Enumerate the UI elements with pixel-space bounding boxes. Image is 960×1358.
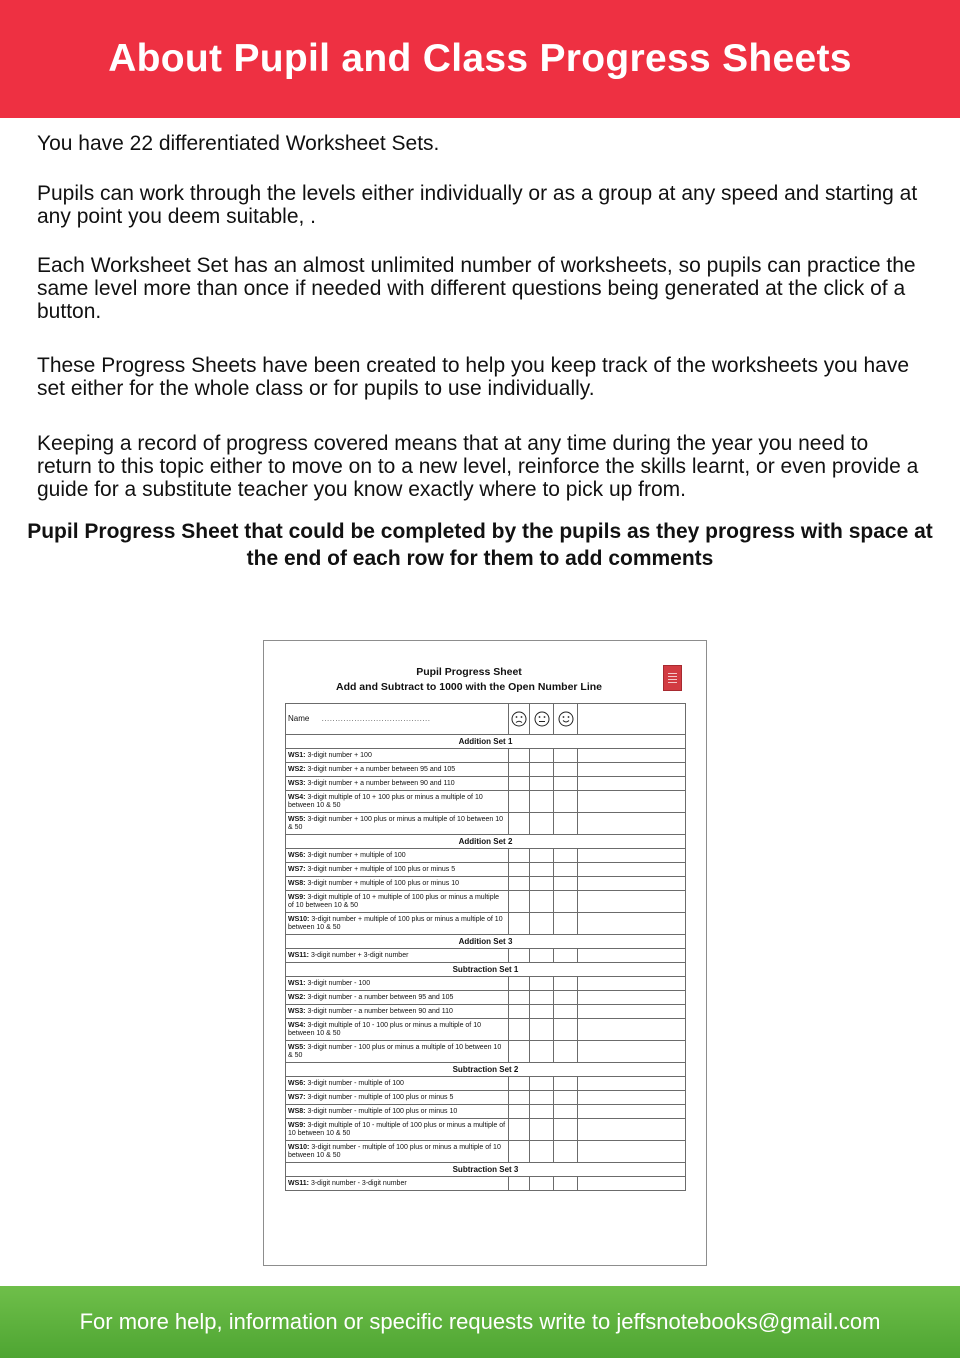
rating-cell-neutral	[530, 1019, 554, 1041]
name-row	[286, 704, 686, 735]
worksheet-description	[286, 1119, 509, 1141]
worksheet-description	[286, 913, 509, 935]
rating-cell-happy	[554, 1119, 578, 1141]
rating-cell-neutral	[530, 749, 554, 763]
worksheet-code: WS4:	[288, 1022, 306, 1029]
worksheet-description	[286, 749, 509, 763]
worksheet-code: WS10:	[288, 916, 310, 923]
worksheet-text: 3-digit number - a number between 90 and 110	[305, 1007, 453, 1015]
worksheet-code: WS3:	[288, 779, 306, 787]
worksheet-text: 3-digit number + multiple of 100	[305, 851, 406, 859]
intro-paragraph-2: Pupils can work through the levels either individually or as a group at any speed and starting at any point you deem suitable, .	[37, 182, 918, 228]
rating-cell-sad	[509, 991, 530, 1005]
worksheet-text: 3-digit multiple of 10 - 100 plus or minus a multiple of 10 between 10 & 50	[288, 1022, 481, 1037]
worksheet-row	[286, 813, 686, 835]
worksheet-code: WS2:	[288, 765, 306, 773]
comment-header-cell	[578, 704, 686, 735]
comment-cell	[578, 777, 686, 791]
worksheet-code: WS10:	[288, 1144, 310, 1151]
rating-cell-sad	[509, 891, 530, 913]
worksheet-description	[286, 1091, 509, 1105]
rating-cell-neutral	[530, 791, 554, 813]
name-cell	[286, 704, 509, 735]
page-header	[0, 0, 960, 118]
sheet-title: Pupil Progress Sheet	[416, 666, 522, 678]
sheet-subtitle: Add and Subtract to 1000 with the Open Number Line	[335, 681, 603, 693]
worksheet-description	[286, 849, 509, 863]
rating-cell-happy	[554, 813, 578, 835]
rating-cell-sad	[509, 1005, 530, 1019]
rating-cell-sad	[509, 1177, 530, 1191]
rating-cell-happy	[554, 1091, 578, 1105]
section-subtitle: Pupil Progress Sheet that could be completed by the pupils as they progress with space at the end of each row for them to add comments	[27, 520, 933, 570]
worksheet-description	[286, 1019, 509, 1041]
worksheet-code: WS7:	[288, 1093, 306, 1101]
rating-cell-neutral	[530, 991, 554, 1005]
worksheet-text: 3-digit number - 100 plus or minus a multiple of 10 between 10 & 50	[288, 1044, 502, 1059]
rating-cell-sad	[509, 863, 530, 877]
rating-cell-happy	[554, 1019, 578, 1041]
comment-cell	[578, 977, 686, 991]
section-header: Addition Set 3	[286, 935, 686, 949]
worksheet-code: WS5:	[288, 816, 306, 823]
rating-cell-sad	[509, 949, 530, 963]
worksheet-text: 3-digit number - multiple of 100	[305, 1079, 404, 1087]
worksheet-code: WS9:	[288, 894, 306, 901]
worksheet-text: 3-digit multiple of 10 - multiple of 100 plus or minus a multiple of 10 between 10 & 50	[288, 1122, 506, 1137]
section-header-row	[286, 963, 686, 977]
section-header-row	[286, 835, 686, 849]
worksheet-code: WS2:	[288, 993, 306, 1001]
worksheet-text: 3-digit number - 100	[305, 979, 371, 987]
worksheet-description	[286, 1141, 509, 1163]
comment-cell	[578, 1119, 686, 1141]
worksheet-row	[286, 749, 686, 763]
comment-cell	[578, 763, 686, 777]
worksheet-code: WS3:	[288, 1007, 306, 1015]
comment-cell	[578, 991, 686, 1005]
rating-cell-neutral	[530, 891, 554, 913]
rating-cell-happy	[554, 991, 578, 1005]
worksheet-description	[286, 813, 509, 835]
intro-paragraph-3: Each Worksheet Set has an almost unlimited number of worksheets, so pupils can practice the same level more than once if needed with different questions being generated at the click of a button.	[37, 254, 916, 323]
worksheet-row	[286, 1077, 686, 1091]
face-cell-happy	[554, 704, 578, 735]
rating-cell-neutral	[530, 1105, 554, 1119]
rating-cell-happy	[554, 877, 578, 891]
progress-table	[285, 703, 686, 1191]
rating-cell-sad	[509, 777, 530, 791]
comment-cell	[578, 863, 686, 877]
rating-cell-sad	[509, 877, 530, 891]
rating-cell-neutral	[530, 949, 554, 963]
comment-cell	[578, 1077, 686, 1091]
worksheet-text: 3-digit multiple of 10 + multiple of 100 plus or minus a multiple of 10 between 10 & 50	[288, 894, 500, 909]
worksheet-code: WS6:	[288, 851, 306, 859]
worksheet-row	[286, 877, 686, 891]
rating-cell-happy	[554, 777, 578, 791]
comment-cell	[578, 913, 686, 935]
happy-face-icon	[558, 711, 574, 727]
comment-cell	[578, 849, 686, 863]
page-footer	[0, 1286, 960, 1358]
rating-cell-neutral	[530, 763, 554, 777]
sheet-heading	[264, 665, 674, 695]
rating-cell-happy	[554, 891, 578, 913]
intro-paragraph-5: Keeping a record of progress covered means that at any time during the year you need to return to this topic either to move on to a new level, reinforce the skills learnt, or even provide a guide for a substitute teacher you know exactly where to pick up from.	[37, 432, 919, 501]
sad-face-icon	[511, 711, 527, 727]
comment-cell	[578, 813, 686, 835]
worksheet-text: 3-digit number + 100 plus or minus a multiple of 10 between 10 & 50	[288, 816, 503, 831]
worksheet-row	[286, 777, 686, 791]
worksheet-row	[286, 1005, 686, 1019]
worksheet-row	[286, 1019, 686, 1041]
comment-cell	[578, 1177, 686, 1191]
rating-cell-neutral	[530, 1005, 554, 1019]
comment-cell	[578, 749, 686, 763]
section-header-row	[286, 735, 686, 749]
rating-cell-neutral	[530, 913, 554, 935]
worksheet-text: 3-digit number - multiple of 100 plus or minus 5	[305, 1093, 454, 1101]
rating-cell-sad	[509, 1119, 530, 1141]
rating-cell-neutral	[530, 1041, 554, 1063]
worksheet-row	[286, 1041, 686, 1063]
rating-cell-happy	[554, 949, 578, 963]
worksheet-code: WS9:	[288, 1122, 306, 1129]
comment-cell	[578, 791, 686, 813]
worksheet-row	[286, 863, 686, 877]
intro-paragraph-1: You have 22 differentiated Worksheet Sets.	[37, 132, 440, 155]
rating-cell-neutral	[530, 1091, 554, 1105]
progress-sheet-preview	[263, 640, 707, 1266]
worksheet-text: 3-digit number - a number between 95 and 105	[305, 993, 454, 1001]
rating-cell-sad	[509, 1019, 530, 1041]
worksheet-code: WS7:	[288, 865, 306, 873]
worksheet-description	[286, 1005, 509, 1019]
rating-cell-sad	[509, 1077, 530, 1091]
worksheet-row	[286, 1091, 686, 1105]
worksheet-description	[286, 877, 509, 891]
rating-cell-neutral	[530, 863, 554, 877]
worksheet-code: WS4:	[288, 794, 306, 801]
worksheet-text: 3-digit number + multiple of 100 plus or minus 5	[305, 865, 456, 873]
rating-cell-sad	[509, 749, 530, 763]
rating-cell-neutral	[530, 777, 554, 791]
worksheet-row	[286, 991, 686, 1005]
rating-cell-sad	[509, 813, 530, 835]
notebook-logo-icon	[663, 665, 682, 691]
worksheet-description	[286, 777, 509, 791]
section-header-row	[286, 1163, 686, 1177]
worksheet-text: 3-digit number + multiple of 100 plus or minus a multiple of 10 between 10 & 50	[288, 916, 503, 931]
worksheet-text: 3-digit multiple of 10 + 100 plus or minus a multiple of 10 between 10 & 50	[288, 794, 483, 809]
worksheet-row	[286, 891, 686, 913]
comment-cell	[578, 1105, 686, 1119]
worksheet-text: 3-digit number - multiple of 100 plus or minus 10	[305, 1107, 458, 1115]
worksheet-code: WS6:	[288, 1079, 306, 1087]
worksheet-text: 3-digit number + a number between 95 and 105	[305, 765, 456, 773]
rating-cell-neutral	[530, 1141, 554, 1163]
rating-cell-happy	[554, 863, 578, 877]
worksheet-row	[286, 913, 686, 935]
rating-cell-neutral	[530, 977, 554, 991]
rating-cell-neutral	[530, 1177, 554, 1191]
rating-cell-sad	[509, 1041, 530, 1063]
worksheet-description	[286, 1041, 509, 1063]
worksheet-description	[286, 991, 509, 1005]
rating-cell-happy	[554, 1041, 578, 1063]
comment-cell	[578, 1141, 686, 1163]
rating-cell-neutral	[530, 1077, 554, 1091]
rating-cell-sad	[509, 1141, 530, 1163]
section-header-row	[286, 1063, 686, 1077]
comment-cell	[578, 891, 686, 913]
worksheet-description	[286, 863, 509, 877]
section-header-row	[286, 935, 686, 949]
name-dots: ........................................	[321, 714, 431, 724]
worksheet-description	[286, 791, 509, 813]
worksheet-code: WS11:	[288, 1179, 310, 1187]
comment-cell	[578, 877, 686, 891]
rating-cell-happy	[554, 1177, 578, 1191]
page-title: About Pupil and Class Progress Sheets	[108, 37, 852, 80]
worksheet-text: 3-digit number - 3-digit number	[309, 1179, 407, 1187]
comment-cell	[578, 1041, 686, 1063]
worksheet-row	[286, 791, 686, 813]
section-header: Subtraction Set 1	[286, 963, 686, 977]
worksheet-description	[286, 763, 509, 777]
rating-cell-happy	[554, 1141, 578, 1163]
worksheet-row	[286, 1105, 686, 1119]
worksheet-description	[286, 977, 509, 991]
rating-cell-sad	[509, 1105, 530, 1119]
rating-cell-neutral	[530, 1119, 554, 1141]
rating-cell-happy	[554, 913, 578, 935]
rating-cell-neutral	[530, 877, 554, 891]
worksheet-code: WS11:	[288, 951, 310, 959]
worksheet-description	[286, 891, 509, 913]
worksheet-text: 3-digit number + multiple of 100 plus or minus 10	[305, 879, 459, 887]
section-header: Subtraction Set 2	[286, 1063, 686, 1077]
rating-cell-sad	[509, 849, 530, 863]
rating-cell-neutral	[530, 813, 554, 835]
rating-cell-sad	[509, 791, 530, 813]
comment-cell	[578, 1019, 686, 1041]
worksheet-code: WS8:	[288, 879, 306, 887]
worksheet-row	[286, 849, 686, 863]
worksheet-code: WS1:	[288, 751, 306, 759]
intro-paragraph-4: These Progress Sheets have been created to help you keep track of the worksheets you have set either for the whole class or for pupils to use individually.	[37, 354, 910, 400]
worksheet-description	[286, 949, 509, 963]
rating-cell-happy	[554, 763, 578, 777]
rating-cell-happy	[554, 849, 578, 863]
rating-cell-happy	[554, 1005, 578, 1019]
face-cell-sad	[509, 704, 530, 735]
worksheet-code: WS5:	[288, 1044, 306, 1051]
worksheet-description	[286, 1105, 509, 1119]
rating-cell-happy	[554, 1105, 578, 1119]
worksheet-text: 3-digit number + a number between 90 and 110	[305, 779, 455, 787]
worksheet-text: 3-digit number + 3-digit number	[309, 951, 409, 959]
worksheet-text: 3-digit number + 100	[305, 751, 372, 759]
rating-cell-happy	[554, 1077, 578, 1091]
section-header: Addition Set 2	[286, 835, 686, 849]
worksheet-description	[286, 1177, 509, 1191]
rating-cell-sad	[509, 1091, 530, 1105]
worksheet-row	[286, 763, 686, 777]
worksheet-text: 3-digit number - multiple of 100 plus or minus a multiple of 10 between 10 & 50	[288, 1144, 501, 1159]
worksheet-row	[286, 949, 686, 963]
section-header: Addition Set 1	[286, 735, 686, 749]
footer-contact-text: For more help, information or specific requests write to jeffsnotebooks@gmail.com	[79, 1309, 881, 1334]
worksheet-code: WS1:	[288, 979, 306, 987]
section-header: Subtraction Set 3	[286, 1163, 686, 1177]
worksheet-description	[286, 1077, 509, 1091]
name-label: Name	[288, 714, 310, 724]
worksheet-row	[286, 977, 686, 991]
comment-cell	[578, 1091, 686, 1105]
worksheet-row	[286, 1119, 686, 1141]
rating-cell-sad	[509, 913, 530, 935]
rating-cell-happy	[554, 977, 578, 991]
neutral-face-icon	[534, 711, 550, 727]
comment-cell	[578, 1005, 686, 1019]
rating-cell-sad	[509, 763, 530, 777]
rating-cell-happy	[554, 749, 578, 763]
worksheet-code: WS8:	[288, 1107, 306, 1115]
worksheet-row	[286, 1177, 686, 1191]
rating-cell-neutral	[530, 849, 554, 863]
worksheet-row	[286, 1141, 686, 1163]
rating-cell-sad	[509, 977, 530, 991]
comment-cell	[578, 949, 686, 963]
face-cell-neutral	[530, 704, 554, 735]
rating-cell-happy	[554, 791, 578, 813]
